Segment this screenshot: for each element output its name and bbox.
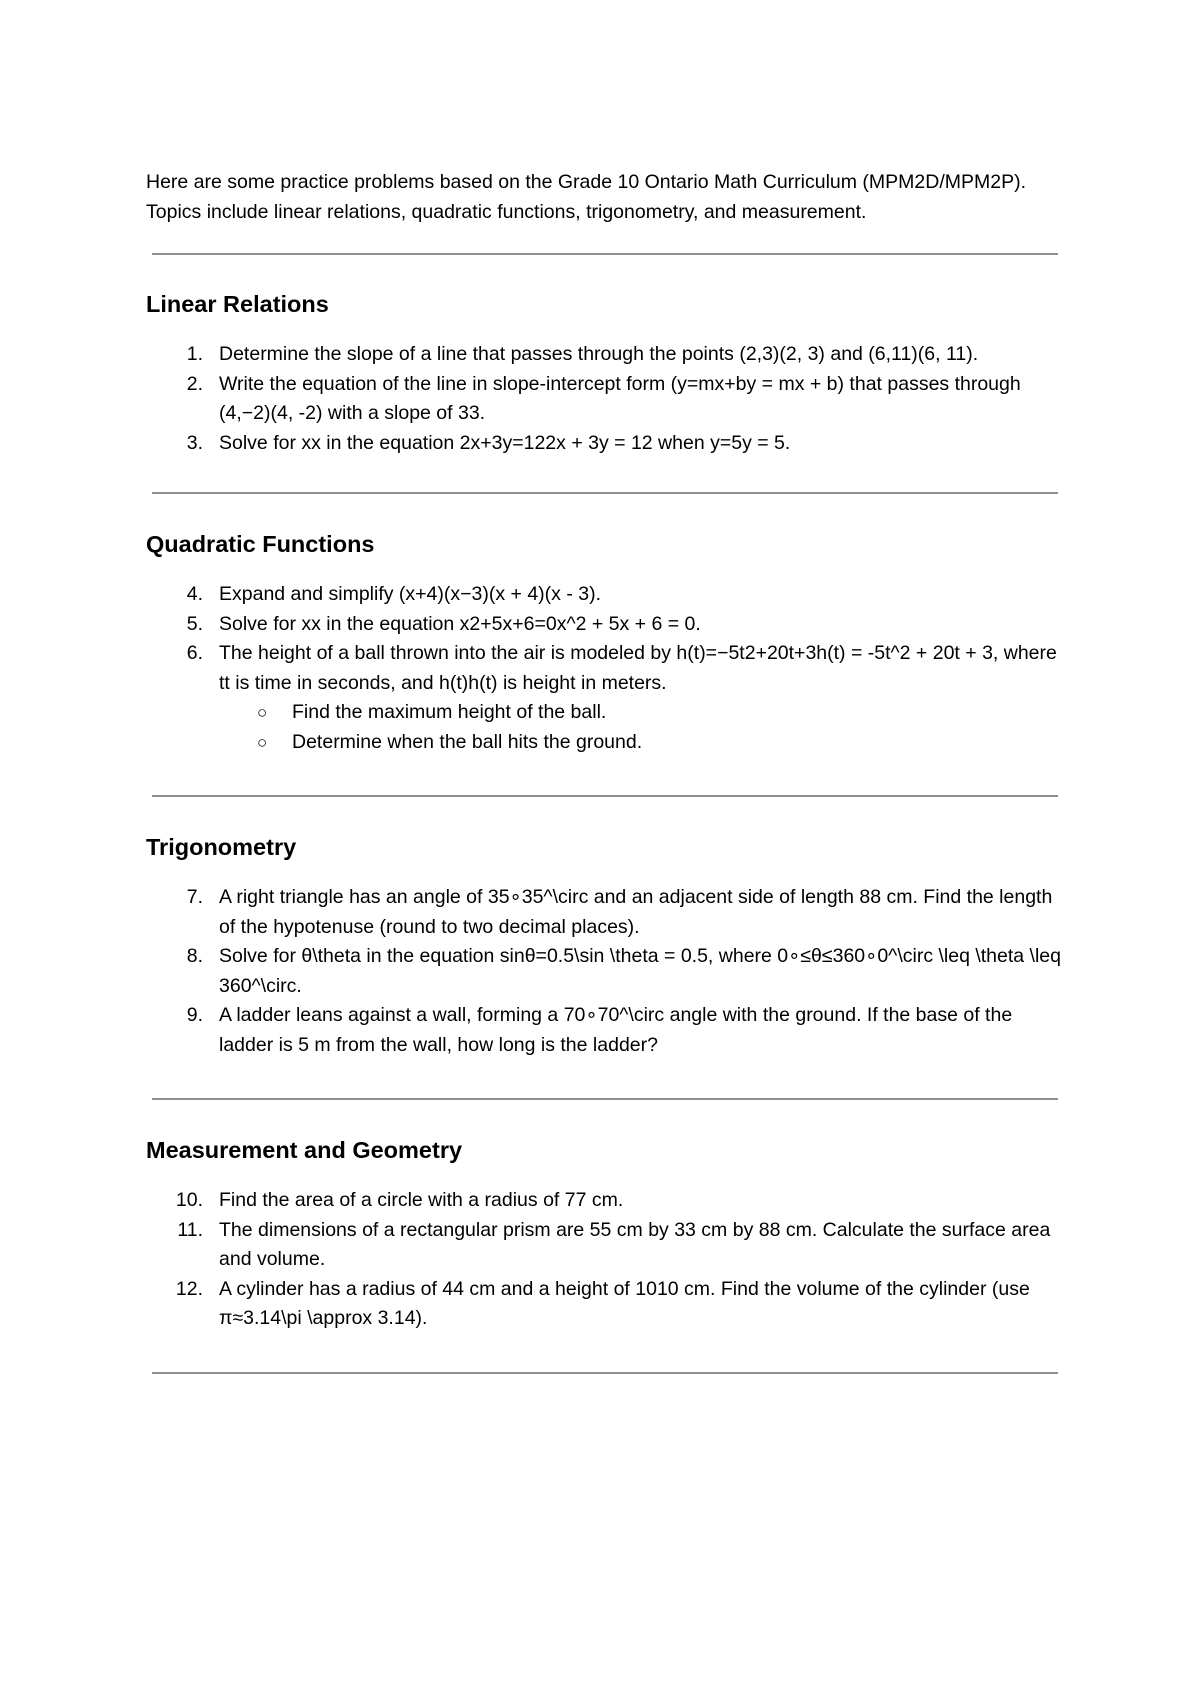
- section-title-measurement-geometry: Measurement and Geometry: [146, 1137, 463, 1163]
- problem-text: A cylinder has a radius of 44 cm and a height of 1010 cm. Find the volume of the cylinder (use π≈3.14\pi \approx 3.14).: [219, 1277, 1030, 1329]
- problem-item: [146, 1275, 1066, 1334]
- problem-text: Find the area of a circle with a radius of 77 cm.: [219, 1189, 624, 1211]
- sub-list-item: [219, 728, 1066, 758]
- problem-list-quadratic-functions: [146, 580, 1066, 757]
- problem-item: [146, 429, 1066, 459]
- section-title-linear-relations: Linear Relations: [146, 291, 329, 317]
- problem-number: 10.: [175, 1189, 203, 1211]
- hollow-bullet-icon: ○: [257, 732, 268, 752]
- problem-text: Solve for θ\theta in the equation sinθ=0.5\sin \theta = 0.5, where 0∘≤θ≤360∘0^\circ \leq \theta \leq 360^\circ.: [219, 945, 1061, 997]
- problem-number: 2.: [186, 372, 203, 395]
- hollow-bullet-icon: ○: [257, 703, 268, 722]
- problem-text: The dimensions of a rectangular prism are 55 cm by 33 cm by 88 cm. Calculate the surface area and volume.: [219, 1218, 1051, 1270]
- problem-text: Write the equation of the line in slope-intercept form (y=mx+by = mx + b) that passes through (4,−2)(4, -2) with a slope of 33.: [219, 372, 1021, 424]
- problem-number: 3.: [186, 431, 203, 454]
- problem-number: 9.: [186, 1004, 203, 1026]
- problem-text: Determine the slope of a line that passes through the points (2,3)(2, 3) and (6,11)(6, 11).: [219, 343, 979, 365]
- problem-item: [146, 610, 1066, 640]
- problem-item: [146, 883, 1066, 942]
- sub-item-text: Find the maximum height of the ball.: [292, 701, 607, 723]
- section-divider: [152, 492, 1058, 494]
- intro-paragraph: Here are some practice problems based on the Grade 10 Ontario Math Curriculum (MPM2D/MPM2P). Topics include linear relations, quadratic functions, trigonometry, and measurement.: [146, 171, 1027, 223]
- problem-item: [146, 370, 1066, 429]
- problem-text: The height of a ball thrown into the air is modeled by h(t)=−5t2+20t+3h(t) = -5t^2 + 20t + 3, where tt is time in seconds, and h(t)h(t) is height in meters.: [219, 642, 1057, 694]
- problem-item: [146, 340, 1066, 370]
- sub-item-text: Determine when the ball hits the ground.: [292, 730, 643, 753]
- problem-number: 6.: [186, 642, 203, 664]
- problem-text: Expand and simplify (x+4)(x−3)(x + 4)(x - 3).: [219, 583, 602, 605]
- problem-number: 8.: [186, 945, 203, 967]
- problem-number: 5.: [186, 612, 203, 635]
- problem-item: [146, 1216, 1066, 1275]
- problem-list-measurement-geometry: [146, 1186, 1066, 1334]
- section-divider: [152, 795, 1058, 797]
- problem-number: 1.: [186, 343, 203, 365]
- problem-item: [146, 1001, 1066, 1060]
- section-title-trigonometry: Trigonometry: [146, 834, 297, 860]
- sub-list: [219, 698, 1066, 757]
- problem-number: 12.: [175, 1277, 203, 1300]
- section-divider: [152, 1372, 1058, 1374]
- problem-number: 11.: [177, 1218, 203, 1241]
- problem-text: Solve for xx in the equation 2x+3y=122x + 3y = 12 when y=5y = 5.: [219, 431, 791, 454]
- problem-list-linear-relations: [146, 340, 1066, 458]
- problem-item: [146, 1186, 1066, 1216]
- problem-number: 7.: [186, 886, 203, 908]
- problem-list-trigonometry: [146, 883, 1066, 1060]
- problem-text: Solve for xx in the equation x2+5x+6=0x^2 + 5x + 6 = 0.: [219, 612, 701, 635]
- section-title-quadratic-functions: Quadratic Functions: [146, 531, 375, 557]
- problem-text: A ladder leans against a wall, forming a 70∘70^\circ angle with the ground. If the base of the ladder is 5 m from the wall, how long is the ladder?: [219, 1004, 1013, 1056]
- problem-item: [146, 942, 1066, 1001]
- section-divider: [152, 1098, 1058, 1100]
- sub-list-item: [219, 698, 1066, 728]
- problem-text: A right triangle has an angle of 35∘35^\circ and an adjacent side of length 88 cm. Find the length of the hypotenuse (round to two decimal places).: [219, 886, 1053, 938]
- problem-item: [146, 580, 1066, 610]
- document-page: [146, 168, 1066, 1374]
- problem-number: 4.: [186, 583, 203, 605]
- section-divider: [152, 253, 1058, 255]
- problem-item: [146, 639, 1066, 757]
